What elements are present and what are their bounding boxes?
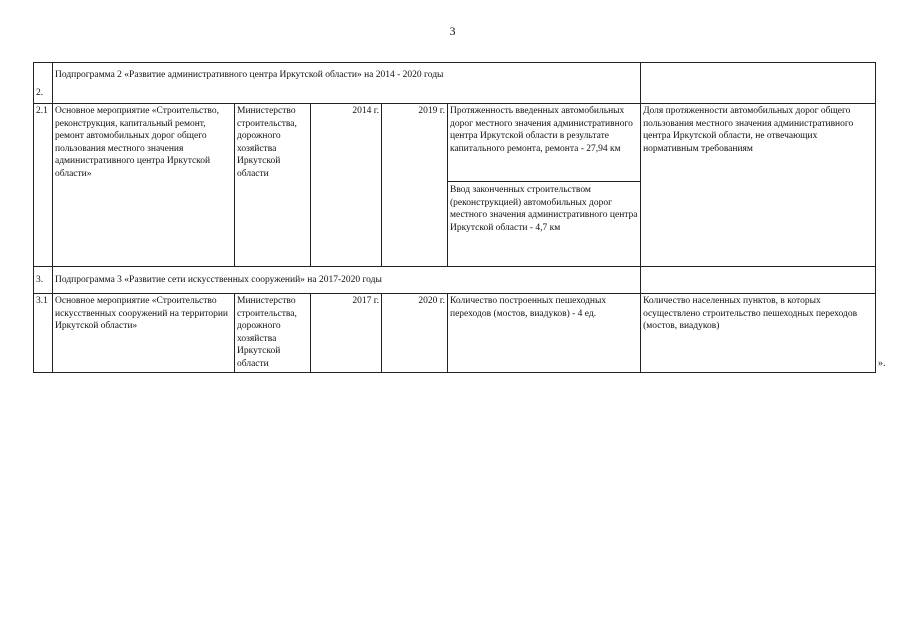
closing-quote-mark: ». (878, 358, 886, 369)
section-title: Подпрограмма 2 «Развитие административного центра Иркутской области» на 2014 - 2020 годы (53, 63, 641, 104)
end-year-cell: 2020 г. (382, 294, 448, 373)
section-title: Подпрограмма 3 «Развитие сети искусственных сооружений» на 2017-2020 годы (53, 267, 641, 294)
section-empty-cell (641, 63, 876, 104)
result-cell (448, 104, 641, 267)
result-item: Ввод законченных строительством (реконструкцией) автомобильных дорог местного значения административного центра Иркутской области - 4,7 км (450, 185, 638, 233)
end-year-cell: 2019 г. (382, 104, 448, 267)
section-number: 2. (34, 63, 53, 104)
table-row (34, 104, 876, 267)
indicator-cell: Доля протяженности автомобильных дорог общего пользования местного значения административного центра Иркутской области, не отвечающих нормативным требованиям (641, 104, 876, 267)
result-cell: Количество построенных пешеходных переходов (мостов, виадуков) - 4 ед. (448, 294, 641, 373)
event-cell: Основное мероприятие «Строительство, реконструкция, капитальный ремонт, ремонт автомобильных дорог общего пользования местного значения административного центра Иркутской области» (53, 104, 235, 267)
section-row-2 (34, 63, 876, 104)
section-row-3 (34, 267, 876, 294)
table-row (34, 294, 876, 373)
section-number: 3. (34, 267, 53, 294)
start-year-cell: 2017 г. (311, 294, 382, 373)
page-number: 3 (449, 24, 456, 38)
row-number: 3.1 (34, 294, 53, 373)
indicator-cell: Количество населенных пунктов, в которых осуществлено строительство пешеходных переходов (мостов, виадуков) (641, 294, 876, 373)
executor-cell: Министерство строительства, дорожного хозяйства Иркутской области (235, 294, 311, 373)
section-empty-cell (641, 267, 876, 294)
result-item: Протяженность введенных автомобильных дорог местного значения административного центра Иркутской области в результате капитального ремонта, ремонта - 27,94 км (448, 104, 640, 182)
start-year-cell: 2014 г. (311, 104, 382, 267)
event-cell: Основное мероприятие «Строительство искусственных сооружений на территории Иркутской области» (53, 294, 235, 373)
row-number: 2.1 (34, 104, 53, 267)
program-table (33, 62, 876, 373)
executor-cell: Министерство строительства, дорожного хозяйства Иркутской области (235, 104, 311, 267)
